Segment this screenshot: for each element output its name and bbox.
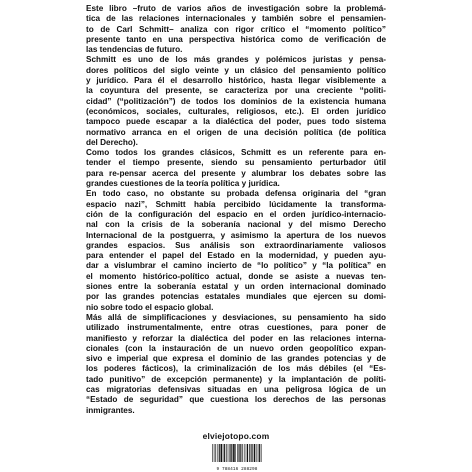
blurb-line: el momento histórico-político actual, donde se asiste a nuevas ten- [86, 271, 386, 281]
blurb-line: Como todos los grandes clásicos, Schmitt es un referente para en- [86, 148, 386, 158]
blurb-paragraph [86, 4, 386, 55]
blurb-line: las tendencias de futuro. [86, 45, 183, 55]
blurb-paragraph [86, 313, 386, 416]
blurb-line: Más allá de simplificaciones y desviaciones, su pensamiento ha sido [86, 312, 386, 322]
blurb-line: y jurídico. Para él el desarrollo histórico, hasta llegar visiblemente a [86, 76, 386, 86]
blurb-line: cidad” (“politización”) de todos los dominios de la existencia humana [86, 96, 386, 106]
blurb-line: del Derecho). [86, 137, 138, 147]
blurb-line: normativo arranca en el origen de una decisión política (de política [86, 127, 386, 137]
isbn-barcode [209, 444, 265, 472]
blurb-line: tampoco puede escapar a la dialéctica del poder, pues todo sistema [86, 117, 386, 127]
blurb-line: tado punitivo” de excepción permanente) y la implantación de políti- [86, 374, 386, 384]
blurb-line: to de Carl Schmitt– analiza con rigor crítico el “momento político” [86, 24, 386, 34]
blurb-line: la coyuntura del presente, se caracteriza por una creciente “politi- [86, 86, 386, 96]
blurb-line: para entender el papel del Estado en la modernidad, y pueden ayu- [86, 251, 386, 261]
blurb-line: los poderes fácticos), la criminalización de los más débiles (el “Es- [86, 364, 386, 374]
blurb-line: dar a vislumbrar el camino incierto de “lo político” y “la política” en [86, 261, 386, 271]
blurb-line: tica de las relaciones internacionales y también sobre el pensamien- [86, 14, 386, 24]
blurb-line: Internacional de la postguerra, y asimismo la apertura de los nuevos [86, 230, 386, 240]
blurb-line: cionales (con la instauración de un nuevo orden geopolítico expan- [86, 343, 386, 353]
blurb-line: utilizado instrumentalmente, entre otras cuestiones, para poner de [86, 323, 386, 333]
blurb-paragraph [86, 55, 386, 148]
blurb-line: siones entre la soberanía estatal y un orden internacional dominado [86, 282, 386, 292]
blurb-line: para re-pensar acerca del presente y alumbrar los debates sobre las [86, 168, 386, 178]
blurb-line: sivo e imperial que expresa el dominio de las grandes potencias y de [86, 354, 386, 364]
blurb-line: inmigrantes. [86, 405, 135, 415]
barcode-bars-icon [209, 444, 265, 466]
blurb-line: manifiesto y reforzar la dialéctica del poder en las relaciones interna- [86, 333, 386, 343]
blurb-line: (económicos, sociales, culturales, religiosos, etc.). El orden jurídico [86, 106, 386, 116]
blurb-line: nal con la crisis de la soberanía nacional y del mismo Derecho [86, 220, 386, 230]
blurb-line: nio sobre todo el espacio global. [86, 302, 214, 312]
blurb-line: “Estado de seguridad” que cuestiona los derechos de las personas [86, 395, 386, 405]
blurb-line: grandes espacios. Sus análisis son extraordinariamente valiosos [86, 240, 386, 250]
blurb-line: presente tanto en una perspectiva histórica como de verificación de [86, 34, 386, 44]
blurb-line: Schmitt es uno de los más grandes y polémicos juristas y pensa- [86, 55, 386, 65]
blurb-line: En todo caso, no obstante su probada defensa originaria del “gran [86, 189, 386, 199]
blurb-line: ción de la configuración del espacio en el orden jurídico-internacio- [86, 209, 386, 219]
blurb-paragraph [86, 189, 386, 313]
blurb-line: dores políticos del siglo veinte y un clásico del pensamiento político [86, 65, 386, 75]
blurb-paragraph [86, 148, 386, 189]
blurb-line: grandes cuestiones de la teoría política y jurídica. [86, 179, 280, 189]
blurb-line: por las grandes potencias estatales mundiales que ejercen su domi- [86, 292, 386, 302]
publisher-website: elviejotopo.com [202, 431, 270, 441]
blurb-text [86, 4, 386, 416]
blurb-line: cas migratorias defensivas situadas en una peligrosa lógica de un [86, 384, 386, 394]
blurb-line: tender el tiempo presente, siendo su pensamiento perturbador útil [86, 158, 386, 168]
blurb-line: Este libro –fruto de varios años de investigación sobre la problemá- [86, 4, 386, 13]
blurb-line: espacio nazi”, Schmitt había percibido lúcidamente la transforma- [86, 199, 386, 209]
barcode-number: 9 788416 288298 [216, 467, 258, 472]
